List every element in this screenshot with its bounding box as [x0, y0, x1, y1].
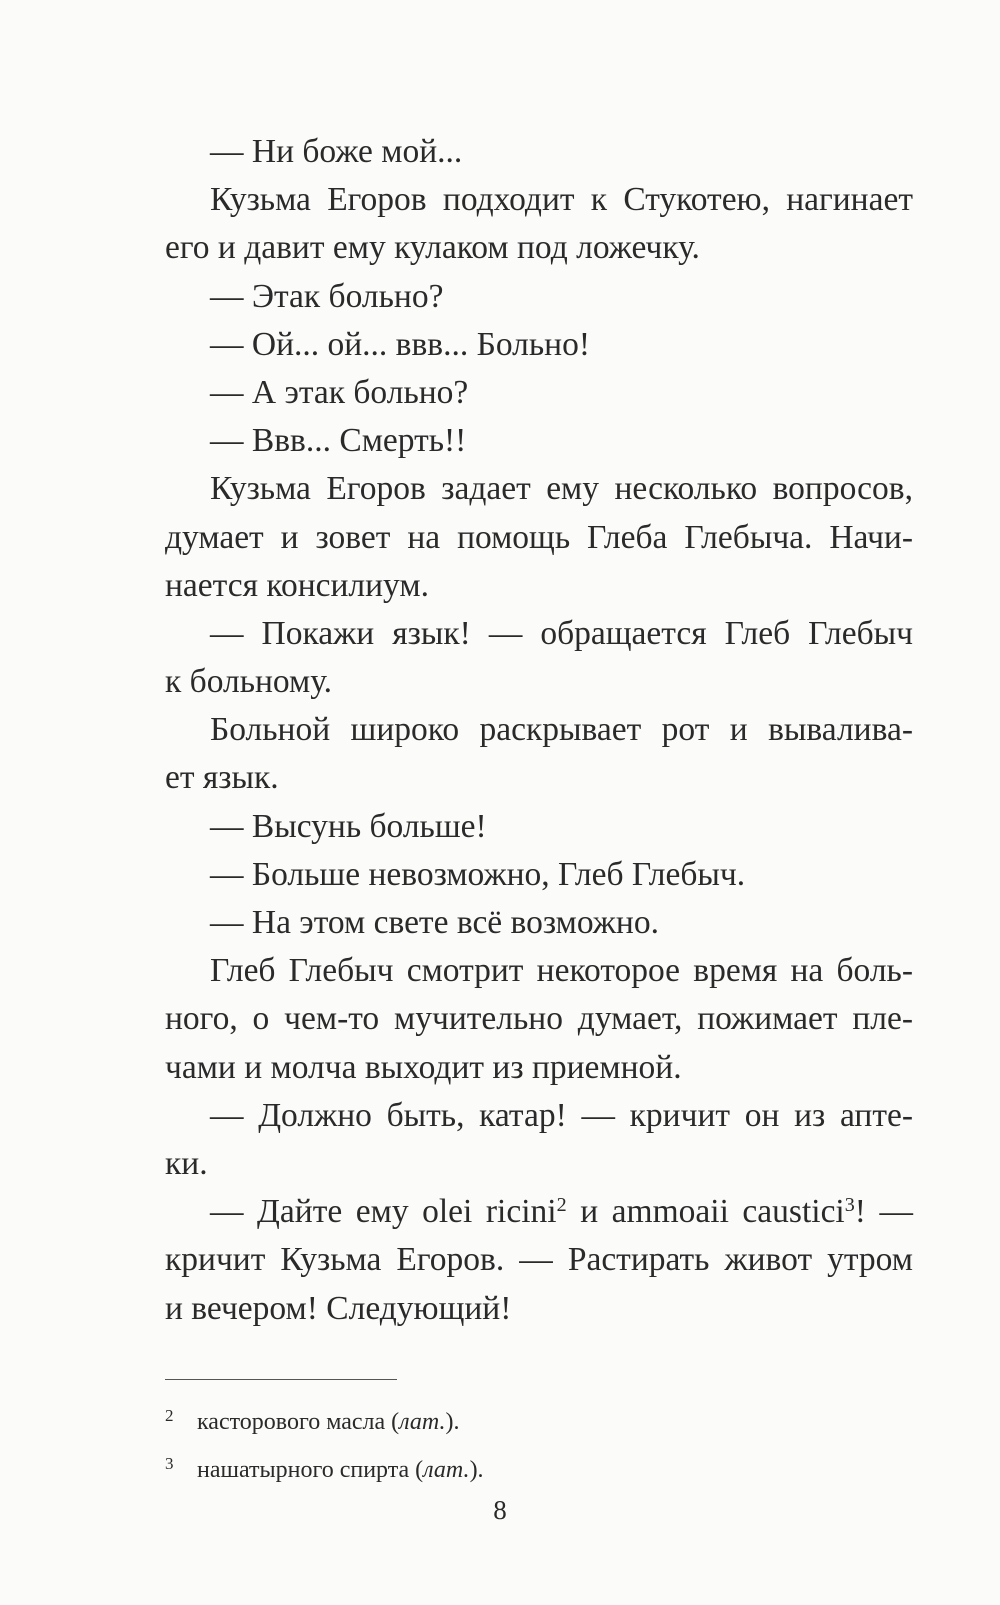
footnote-text [197, 1457, 484, 1483]
text-line: — А этак больно? [210, 373, 469, 411]
footnote-text-main: нашатырного спирта ( [197, 1457, 424, 1483]
text-line: его и давит ему кулаком под ложечку. [165, 229, 700, 267]
footnote-lang: лат. [423, 1457, 470, 1483]
footnote-number: 3 [165, 1454, 174, 1473]
footnote-ref-3: 3 [844, 1194, 855, 1217]
text-line: кричит Кузьма Егоров. — Растирать живот утром [165, 1241, 913, 1279]
footnote-divider [165, 1379, 397, 1380]
footnote-text-end: ). [469, 1457, 484, 1483]
text-line: — Покажи язык! — обращается Глеб Глебыч [210, 614, 913, 652]
text-line: нается консилиум. [165, 566, 429, 604]
text-line: к больному. [165, 663, 333, 701]
text-line: — Больше невозможно, Глеб Глебыч. [210, 855, 746, 893]
text-line: Кузьма Егоров подходит к Стукотею, нагинает [210, 181, 913, 219]
text-line: и вечером! Следующий! [165, 1289, 512, 1327]
text-line-with-footnote-refs [165, 1188, 913, 1236]
text-line: ки. [165, 1144, 208, 1182]
main-text [165, 128, 913, 1333]
footnote-text-main: касторового масла ( [197, 1409, 400, 1435]
text-segment: — Дайте ему olei ricini [210, 1193, 557, 1231]
text-line: — Ни боже мой... [210, 133, 463, 170]
text-line: чами и молча выходит из приемной. [165, 1048, 682, 1086]
text-line: ет язык. [165, 759, 279, 797]
text-line: Кузьма Егоров задает ему несколько вопросов, [210, 470, 913, 508]
text-line: Глеб Глебыч смотрит некоторое время на боль- [210, 952, 913, 990]
text-segment: и ammoaii caustici [566, 1193, 845, 1231]
text-line: думает и зовет на помощь Глеба Глебыча. Начи- [165, 518, 913, 556]
text-line: Больной широко раскрывает рот и вывалива- [210, 711, 913, 749]
text-line: — Высунь больше! [210, 807, 487, 845]
footnote-number: 2 [165, 1406, 174, 1425]
footnote-2 [165, 1392, 913, 1440]
footnote-text [197, 1409, 460, 1435]
text-line: — Ввв... Смерть!! [210, 422, 467, 460]
text-line: — Этак больно? [210, 277, 444, 315]
footnote-text-end: ). [445, 1409, 460, 1435]
footnote-3 [165, 1440, 913, 1488]
text-line: ного, о чем-то мучительно думает, пожимает пле- [165, 1000, 913, 1038]
page-number: 8 [493, 1495, 507, 1525]
text-segment: ! — [854, 1193, 913, 1231]
text-line: — Должно быть, катар! — кричит он из апте- [210, 1096, 913, 1134]
text-line: — Ой... ой... ввв... Больно! [210, 325, 590, 363]
footnote-lang: лат. [399, 1409, 446, 1435]
footnotes [165, 1392, 913, 1488]
footnote-ref-2: 2 [556, 1194, 567, 1217]
text-line: — На этом свете всё возможно. [210, 904, 659, 941]
